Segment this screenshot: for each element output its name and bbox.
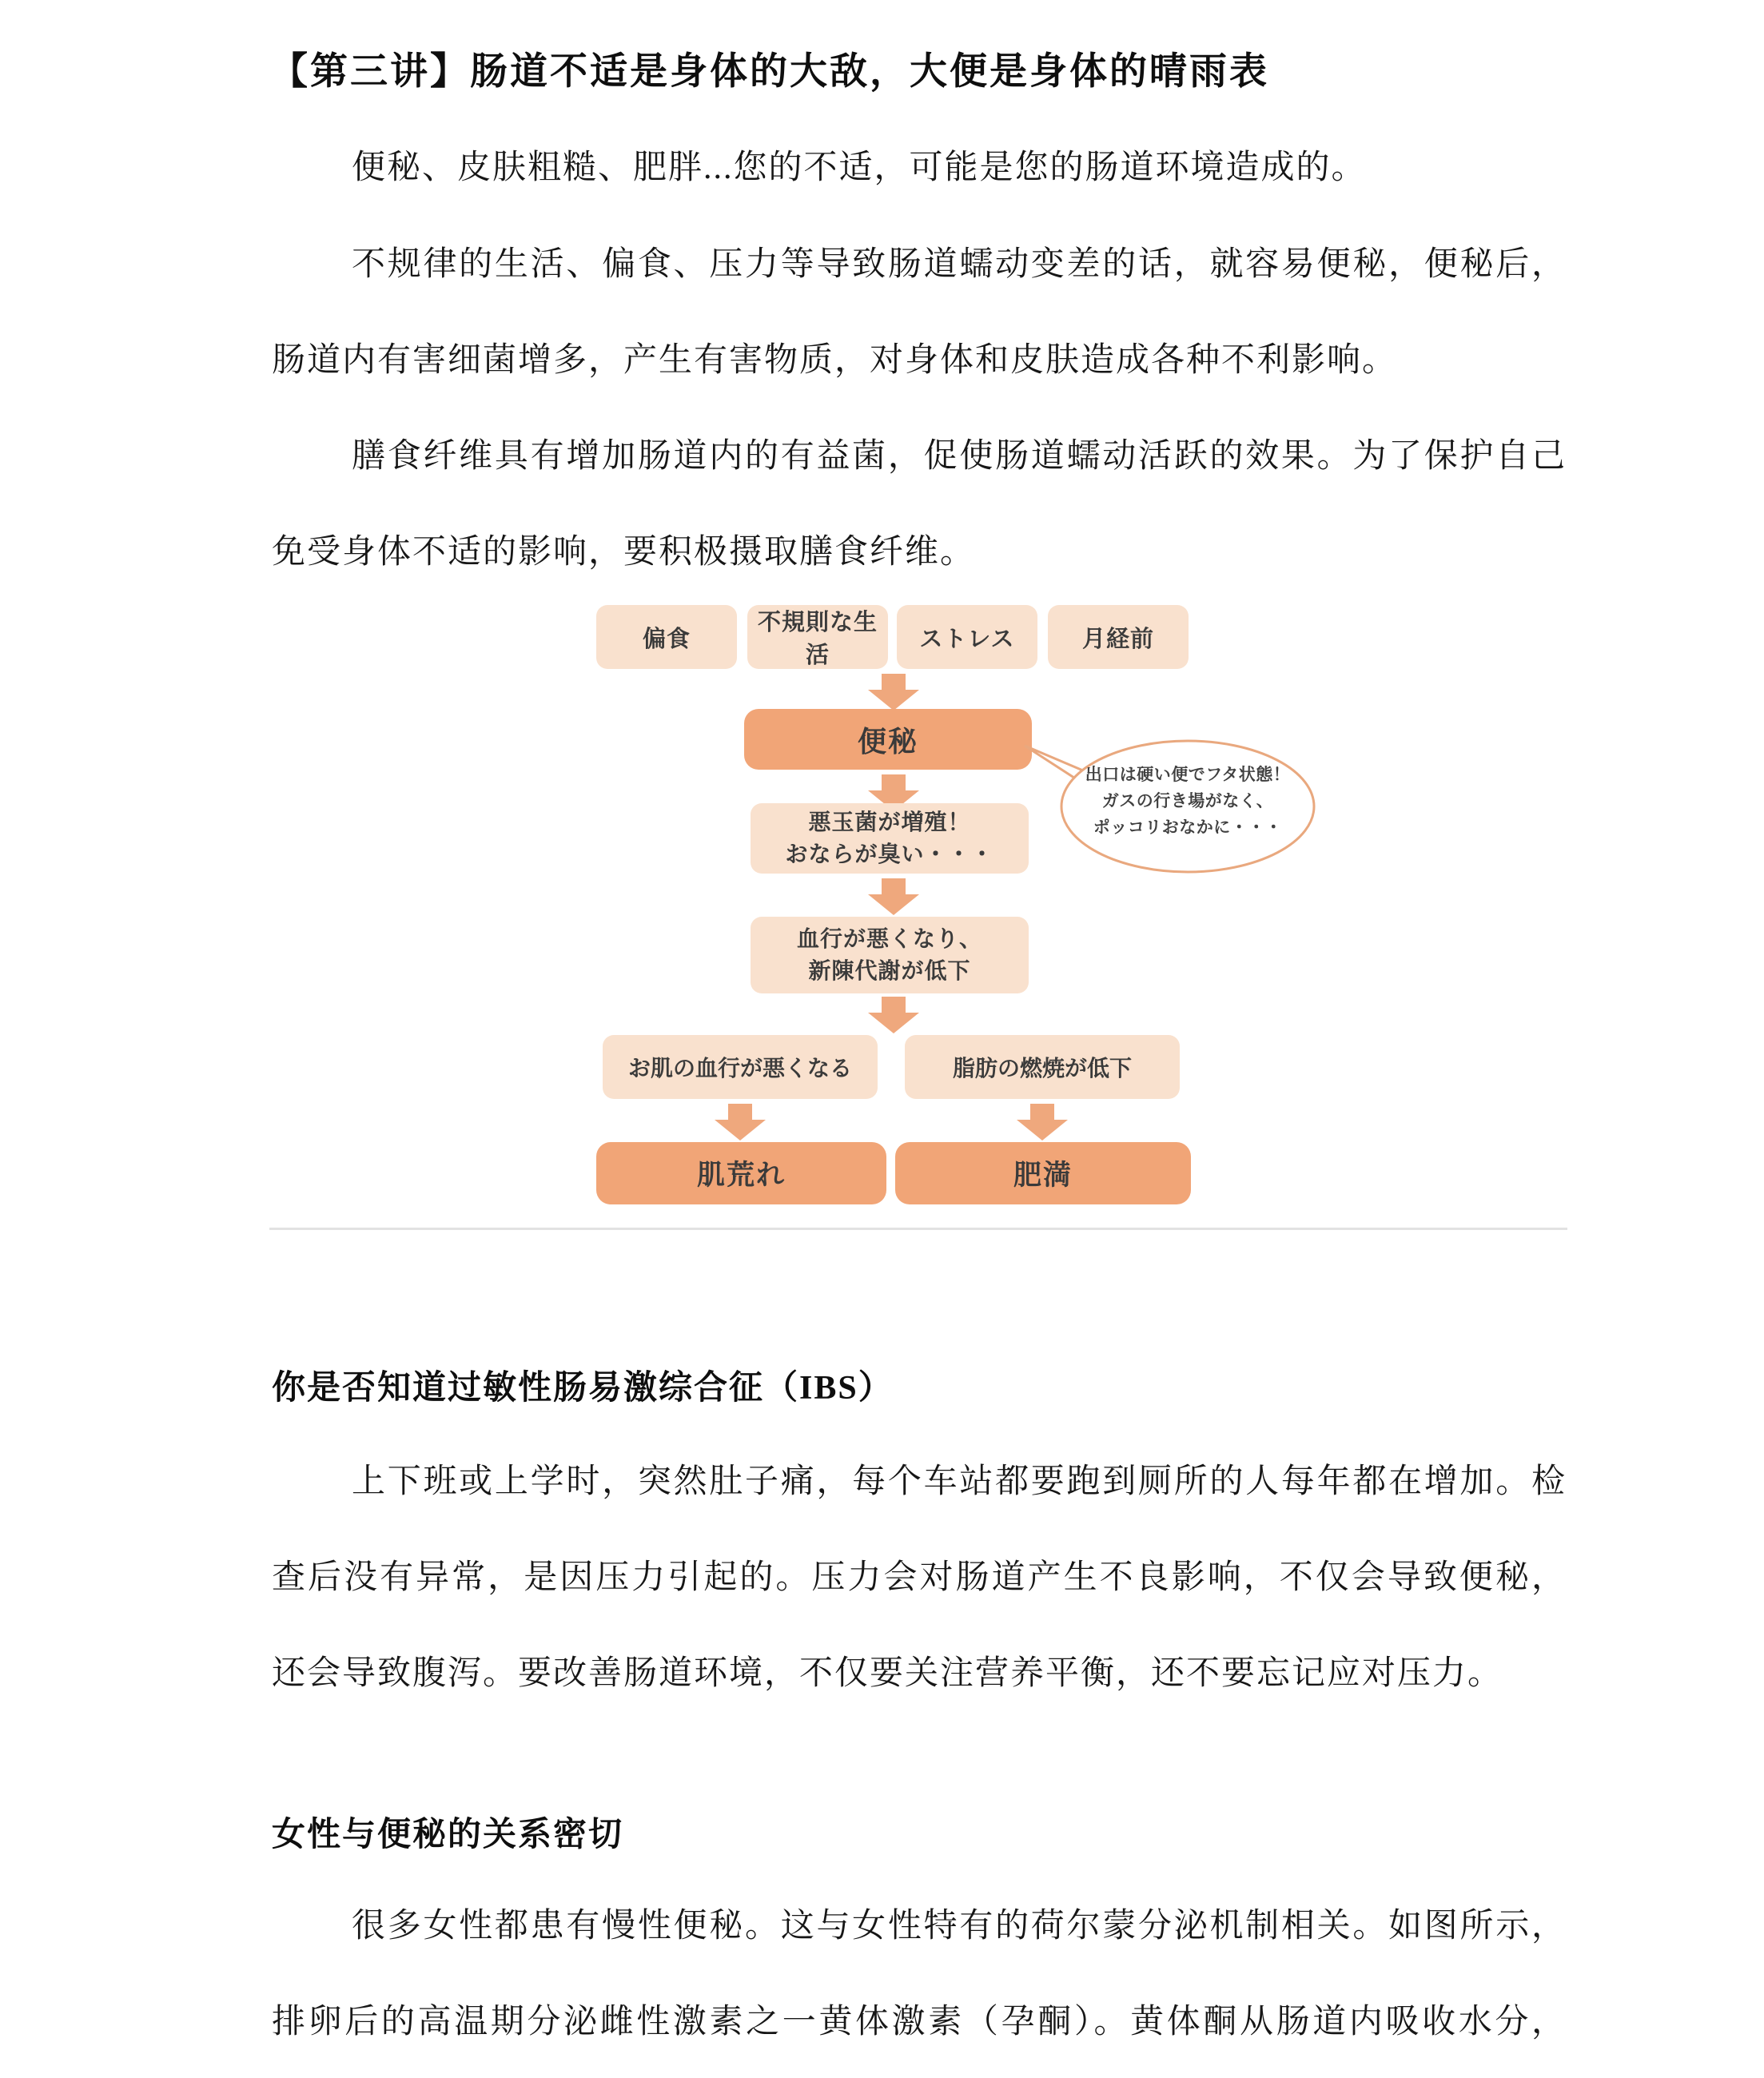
bad-bacteria-box bbox=[751, 803, 1029, 874]
box-line: 悪玉菌が増殖！ bbox=[808, 810, 971, 834]
section-divider bbox=[269, 1228, 1567, 1230]
cause-box-irregular-life: 不規則な生活 bbox=[747, 605, 888, 669]
obesity-result-box: 肥満 bbox=[895, 1142, 1191, 1204]
paragraph-line: 还会导致腹泻。要改善肠道环境，不仅要关注营养平衡，还不要忘记应对压力。 bbox=[272, 1655, 1503, 1692]
down-arrow-icon bbox=[868, 878, 919, 915]
cause-box-biased-diet: 偏食 bbox=[596, 605, 737, 669]
paragraph-line: 肠道内有害细菌增多，产生有害物质，对身体和皮肤造成各种不利影响。 bbox=[272, 342, 1398, 379]
bubble-line: ポッコリおなかに・・・ bbox=[1093, 818, 1283, 837]
paragraph-line: 排卵后的高温期分泌雌性激素之一黄体激素（孕酮）。黄体酮从肠道内吸收水分， bbox=[272, 2004, 1567, 2040]
box-line: 新陳代謝が低下 bbox=[808, 958, 971, 983]
down-arrow-icon bbox=[1017, 1104, 1068, 1141]
bubble-line: 出口は硬い便でフタ状態！ bbox=[1085, 766, 1291, 784]
skin-blood-box: お肌の血行が悪くなる bbox=[603, 1035, 878, 1099]
paragraph-line: 免受身体不适的影响，要积极摄取膳食纤维。 bbox=[272, 534, 976, 571]
paragraph-line: 便秘、皮肤粗糙、肥胖...您的不适，可能是您的肠道环境造成的。 bbox=[352, 149, 1367, 186]
fat-burn-box: 脂肪の燃焼が低下 bbox=[905, 1035, 1180, 1099]
rough-skin-result-box: 肌荒れ bbox=[596, 1142, 886, 1204]
page-title: 【第三讲】肠道不适是身体的大敌，大便是身体的晴雨表 bbox=[270, 51, 1269, 93]
down-arrow-icon bbox=[868, 997, 919, 1033]
bubble-line: ガスの行き場がなく、 bbox=[1101, 792, 1274, 810]
cause-box-premenstrual: 月経前 bbox=[1048, 605, 1189, 669]
box-line: 血行が悪くなり、 bbox=[796, 926, 982, 951]
down-arrow-icon bbox=[868, 674, 919, 711]
heading-women: 女性与便秘的关系密切 bbox=[272, 1817, 624, 1853]
blood-circulation-box bbox=[751, 917, 1029, 993]
paragraph-line: 上下班或上学时，突然肚子痛，每个车站都要跑到厕所的人每年都在增加。检 bbox=[352, 1463, 1567, 1500]
constipation-flowchart bbox=[596, 605, 1291, 1206]
constipation-box: 便秘 bbox=[744, 709, 1032, 770]
heading-ibs: 你是否知道过敏性肠易激综合征（IBS） bbox=[272, 1370, 894, 1407]
box-line: おならが臭い・・・ bbox=[785, 842, 994, 866]
down-arrow-icon bbox=[715, 1104, 766, 1141]
paragraph-line: 不规律的生活、偏食、压力等导致肠道蠕动变差的话，就容易便秘，便秘后， bbox=[352, 246, 1567, 283]
paragraph-line: 很多女性都患有慢性便秘。这与女性特有的荷尔蒙分泌机制相关。如图所示， bbox=[352, 1908, 1567, 1945]
cause-box-stress: ストレス bbox=[897, 605, 1037, 669]
speech-bubble-text bbox=[1056, 762, 1320, 841]
paragraph-line: 膳食纤维具有增加肠道内的有益菌，促使肠道蠕动活跃的效果。为了保护自己 bbox=[352, 438, 1567, 475]
paragraph-line: 查后没有异常，是因压力引起的。压力会对肠道产生不良影响，不仅会导致便秘， bbox=[272, 1559, 1567, 1596]
speech-bubble bbox=[1020, 731, 1317, 877]
